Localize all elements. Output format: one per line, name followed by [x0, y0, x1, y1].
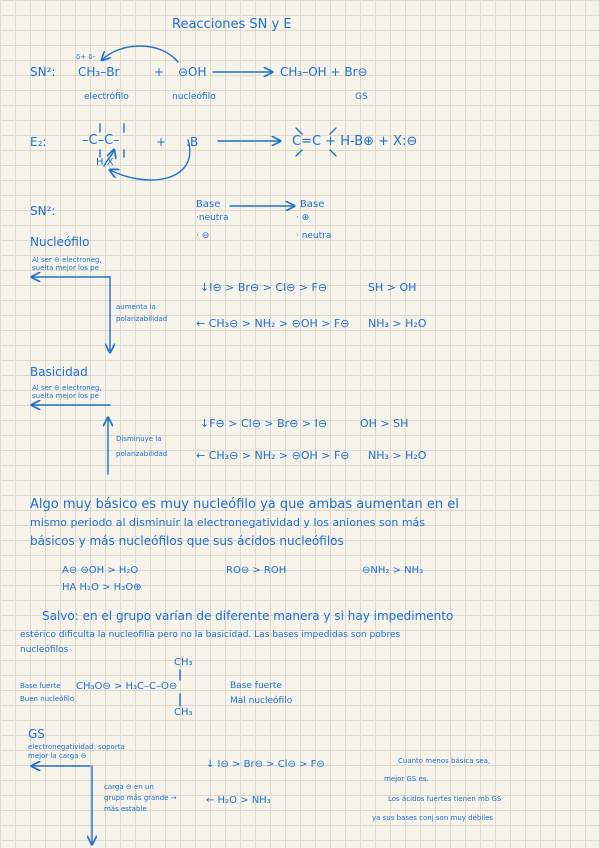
gs-side-3: más estable	[104, 805, 147, 813]
sn2-nucleophile: ⊖OH	[178, 65, 207, 79]
paragraph-line: Algo muy básico es muy nucleófilo ya que ambas aumentan en el	[30, 497, 459, 512]
basicidad-note: Al ser ⊖ electroneg, suelta mejor los pe	[32, 384, 102, 401]
curved-arrow	[102, 46, 178, 62]
minus-left: · ⊖	[196, 231, 210, 241]
nucleofilo-row-1b: SH > OH	[368, 281, 417, 294]
neutra-left: ·neutra	[196, 213, 229, 223]
plus-sign: +	[154, 65, 165, 79]
nucleofilo-heading: Nucleófilo	[30, 235, 90, 249]
page-title: Reacciones SN y E	[172, 17, 292, 32]
nucleofilo-row-1: ↓I⊖ > Br⊖ > Cl⊖ > F⊖	[200, 281, 328, 294]
example-ro: RO⊖ > ROH	[226, 565, 287, 576]
partial-charges: δ+ δ-	[76, 53, 96, 61]
nucleofilo-note: Al ser ⊖ electroneg, suelta mejor los pe	[32, 256, 102, 273]
gs-right-1: Cuanto menos básica sea,	[398, 757, 491, 765]
sn2-solvent-label: SN²:	[30, 204, 56, 218]
ch3-top: CH₃	[174, 657, 193, 668]
impedidas-left-2: Buen nucleófilo	[20, 695, 75, 703]
gs-heading: GS	[28, 727, 45, 741]
sn2-products: CH₃–OH + Br⊖	[280, 65, 368, 79]
example-nh: ⊖NH₂ > NH₃	[362, 565, 424, 576]
nucleophile-label: nucleófilo	[172, 92, 216, 102]
paragraph-line: mismo periodo al disminuir la electronegatividad y los aniones son más	[30, 516, 426, 529]
nucleofilo-side-note-2: polarizabilidad	[116, 315, 168, 323]
gs-right-4: ya sus bases conj son muy débiles	[372, 814, 494, 822]
gs-row-2: ← H₂O > NH₃	[206, 795, 271, 806]
e2-reaction-label: E₂:	[30, 135, 47, 149]
impedidas-left-1: Base fuerte	[20, 682, 61, 690]
e2-substrate: –C–C–	[82, 133, 120, 148]
basicidad-heading: Basicidad	[30, 365, 88, 379]
base-left: Base	[196, 199, 221, 210]
gs-row-1: ↓ I⊖ > Br⊖ > Cl⊖ > F⊖	[206, 759, 325, 770]
impedidas-right-1: Base fuerte	[230, 681, 282, 691]
paragraph-line: estérico dificulta la nucleofilia pero no la basicidad. Las bases impedidas son pobres	[20, 630, 401, 640]
e2-h-x: H X	[96, 157, 114, 168]
basicidad-side-note-2: polarizabilidad	[116, 450, 168, 458]
basicidad-row-2: ← CH₃⊖ > NH₂ > ⊖OH > F⊖	[196, 449, 350, 462]
gs-label: GS	[355, 92, 368, 102]
curved-arrow	[110, 140, 190, 180]
e2-products: C=C + H-B⊕ + X:⊖	[292, 134, 418, 149]
e2-base: :B	[186, 135, 199, 149]
gs-note-1: electronegatividad: soporta	[28, 743, 125, 751]
basicidad-row-2b: NH₃ > H₂O	[368, 449, 427, 462]
example-line-1: A⊖ ⊖OH > H₂O	[62, 565, 139, 576]
basicidad-row-1: ↓F⊖ > Cl⊖ > Br⊖ > I⊖	[200, 417, 328, 430]
paragraph-line: nucleófilos	[20, 645, 69, 655]
plus-right: · ⊕	[296, 213, 310, 223]
gs-side-2: grupo más grande →	[104, 794, 177, 802]
impedidas-right-2: Mal nucleófilo	[230, 696, 293, 706]
gs-note-2: mejor la carga ⊖	[28, 752, 87, 760]
basicidad-side-note-1: Disminuye la	[116, 435, 162, 443]
impedidas-compare: CH₃O⊖ > H₃C–C–O⊖	[76, 681, 178, 692]
plus-sign: +	[156, 135, 167, 149]
paragraph-line: Salvo: en el grupo varían de diferente manera y si hay impedimento	[42, 609, 454, 623]
gs-right-2: mejor GS es.	[384, 775, 429, 783]
ch3-bottom: CH₃	[174, 707, 193, 718]
nucleofilo-row-2: ← CH₃⊖ > NH₂ > ⊖OH > F⊖	[196, 317, 350, 330]
gs-side-1: carga ⊖ en un	[104, 783, 154, 791]
sn2-substrate: CH₃–Br	[78, 65, 120, 79]
neutra-right: · neutra	[296, 231, 332, 241]
basicidad-row-1b: OH > SH	[360, 417, 409, 430]
nucleofilo-row-2b: NH₃ > H₂O	[368, 317, 427, 330]
gs-right-3: Los ácidos fuertes tienen mb GS	[388, 795, 502, 803]
example-line-2: HA H₂O > H₃O⊕	[62, 582, 142, 593]
sn2-reaction-label: SN²:	[30, 65, 56, 79]
base-right: Base	[300, 199, 325, 210]
nucleofilo-side-note-1: aumenta la	[116, 303, 156, 311]
paragraph-line: básicos y más nucleófilos que sus ácidos nucleófilos	[30, 534, 344, 548]
electrophile-label: electrófilo	[84, 92, 129, 102]
